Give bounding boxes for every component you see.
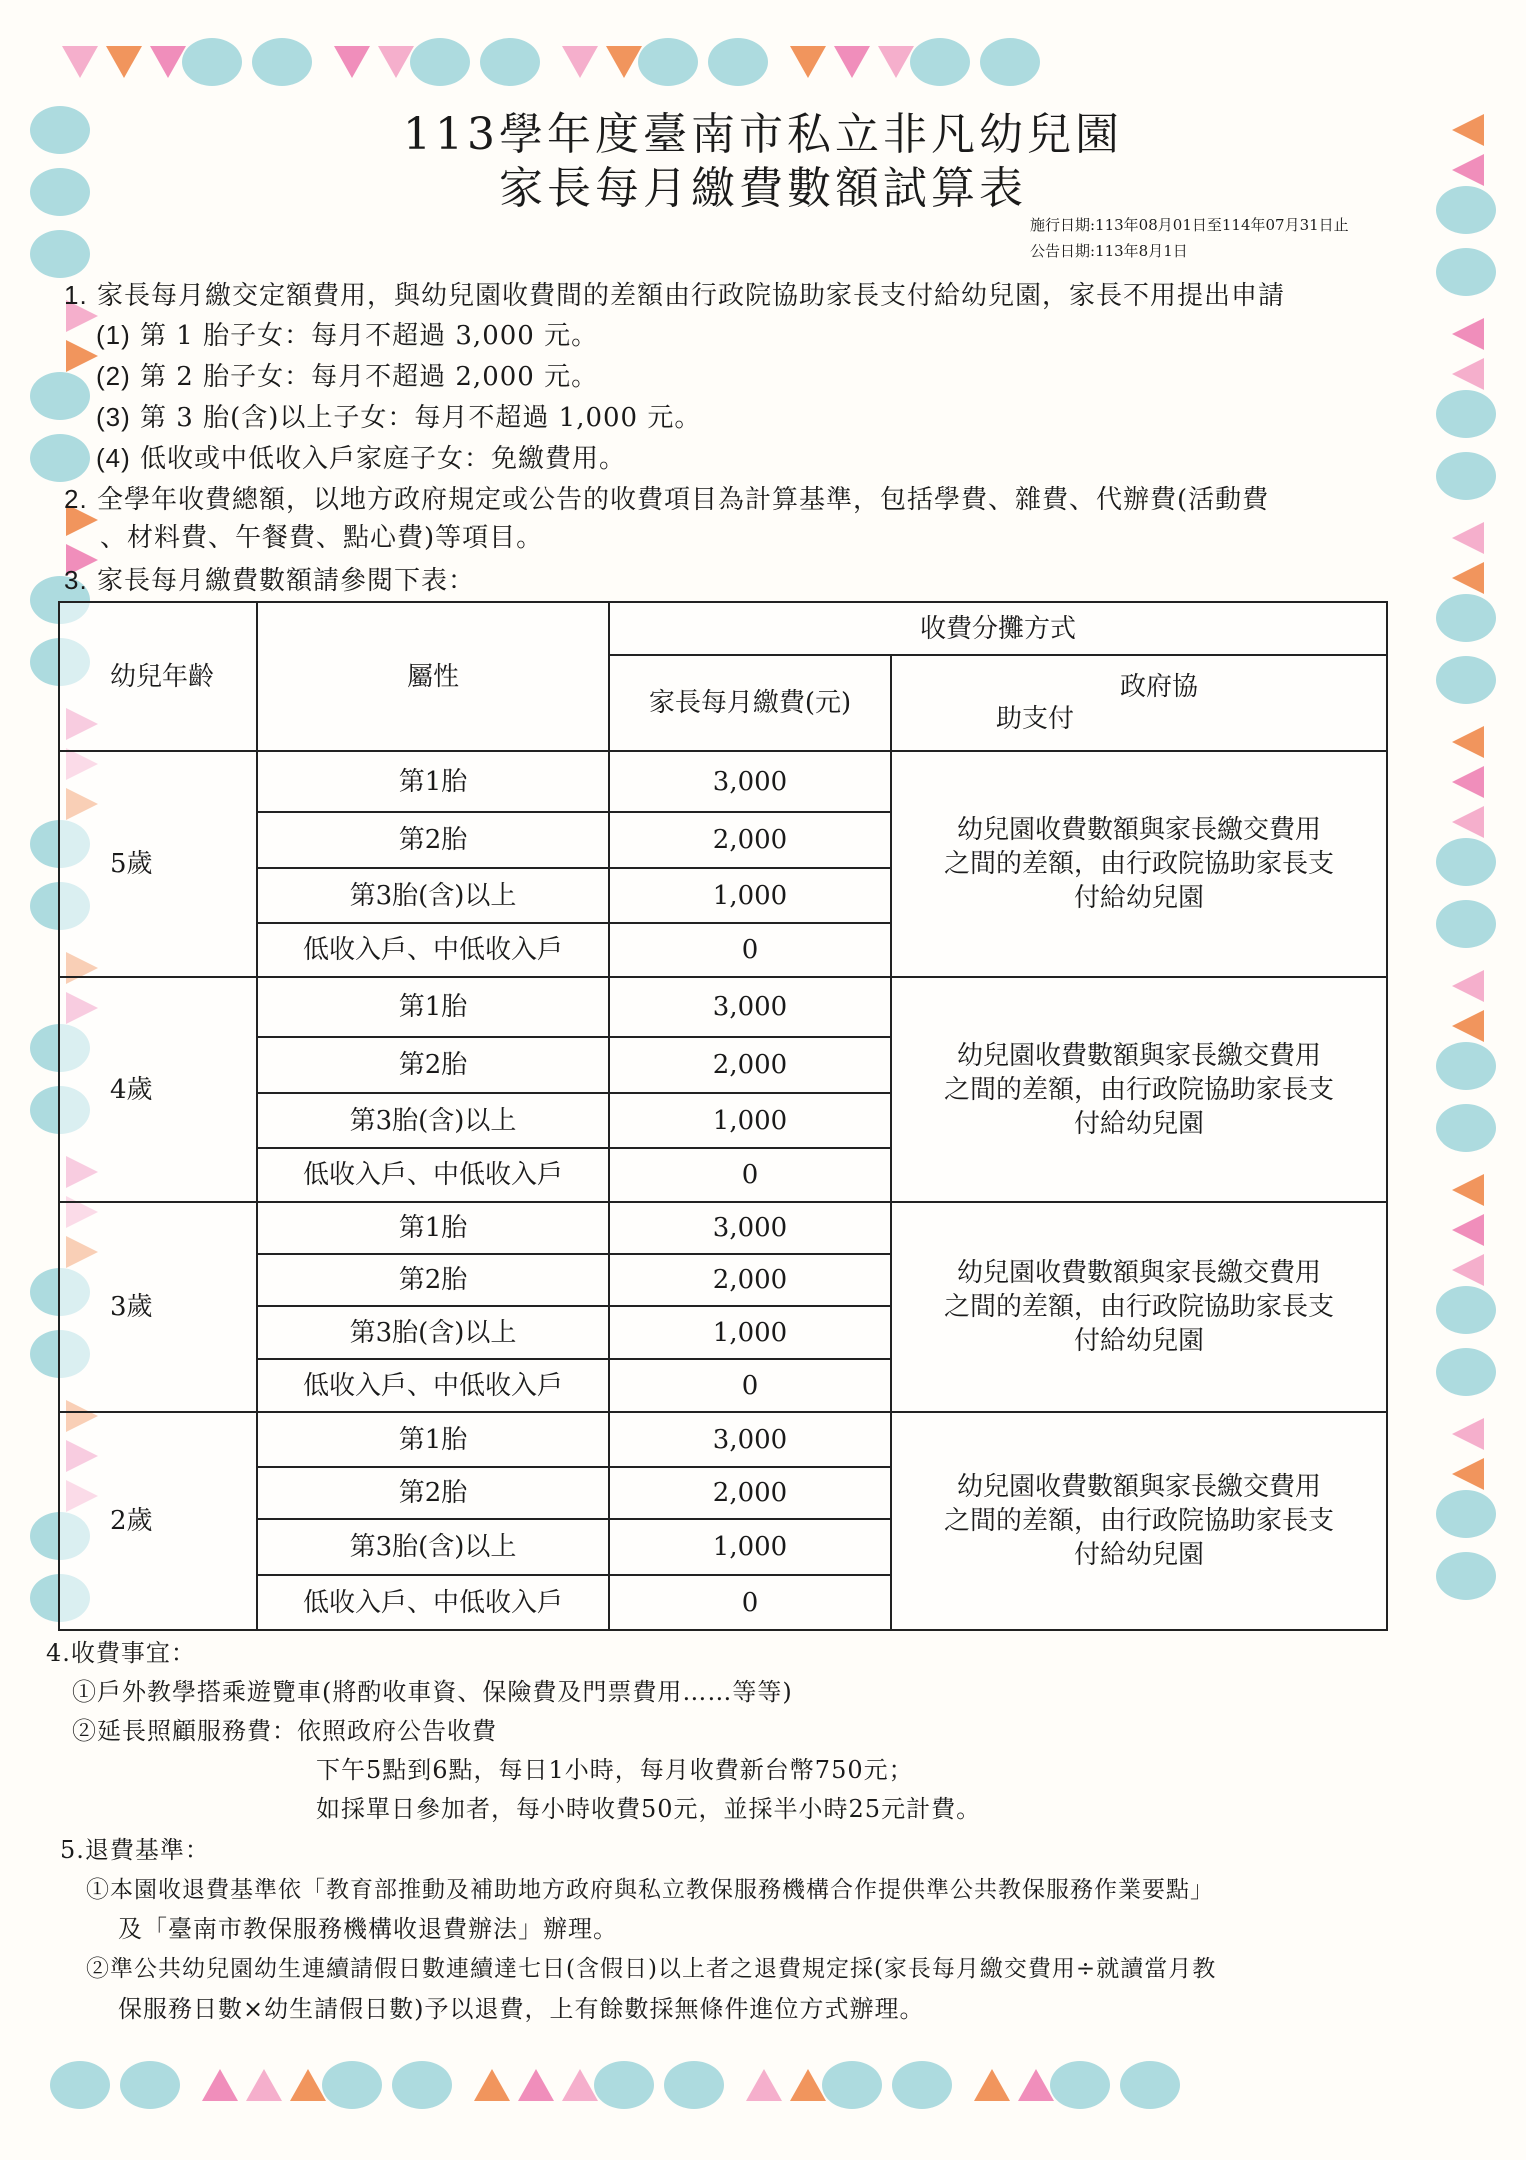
attribute-cell: 低收入戶、中低收入戶: [257, 923, 609, 977]
parent-fee-cell: 1,000: [609, 868, 891, 923]
section4-item2-line3: 如採單日參加者，每小時收費50元，並採半小時25元計費。: [316, 1795, 982, 1823]
document-title-line2: 家長每月繳費數額試算表: [499, 163, 1027, 214]
attribute-cell: 第3胎(含)以上: [257, 1519, 609, 1575]
attribute-cell: 第1胎: [257, 1202, 609, 1254]
attribute-cell: 低收入戶、中低收入戶: [257, 1575, 609, 1630]
age-cell: 2歲: [59, 1412, 257, 1630]
section1-item-2: (2) 第 2 胎子女：每月不超過 2,000 元。: [96, 361, 599, 392]
parent-fee-cell: 2,000: [609, 812, 891, 868]
header-fee-split: 收費分攤方式: [609, 602, 1387, 655]
parent-fee-cell: 1,000: [609, 1093, 891, 1148]
section5-item1-line1: ①本園收退費基準依「教育部推動及補助地方政府與私立教保服務機構合作提供準公共教保服務作業要點」: [86, 1877, 1214, 1903]
attribute-cell: 第3胎(含)以上: [257, 868, 609, 923]
parent-fee-cell: 3,000: [609, 977, 891, 1037]
section4-heading: 4.收費事宜：: [46, 1639, 196, 1667]
gov-support-cell: [891, 1412, 1387, 1630]
table-row: [59, 977, 1387, 1037]
document-title-line1: 113學年度臺南市私立非凡幼兒園: [403, 109, 1123, 160]
table-row: [59, 1412, 1387, 1467]
section2-line2: 、材料費、午餐費、點心費)等項目。: [100, 523, 544, 553]
gov-support-cell: [891, 977, 1387, 1202]
fee-table: [58, 601, 1388, 1631]
header-parent-fee: 家長每月繳費(元): [609, 655, 891, 751]
section2-paragraph: [64, 482, 1269, 517]
parent-fee-cell: 1,000: [609, 1519, 891, 1575]
gov-note-line: 付給幼兒園: [1074, 1108, 1205, 1139]
section5-item2-line1: ②準公共幼兒園幼生連續請假日數連續達七日(含假日)以上者之退費規定採(家長每月繳交費用÷就讀當月教: [86, 1956, 1217, 1982]
header-age: 幼兒年齡: [59, 602, 257, 751]
gov-note-line: 幼兒園收費數額與家長繳交費用: [957, 1472, 1322, 1502]
table-row: [59, 751, 1387, 812]
gov-note-line: 幼兒園收費數額與家長繳交費用: [957, 1258, 1322, 1288]
section1-item-4: (4) 低收或中低收入戶家庭子女：免繳費用。: [96, 443, 627, 474]
section1-text: 家長每月繳交定額費用，與幼兒園收費間的差額由行政院協助家長支付給幼兒園，家長不用提出申請: [96, 281, 1285, 311]
attribute-cell: 第2胎: [257, 1467, 609, 1519]
gov-note-line: 之間的差額，由行政院協助家長支: [944, 849, 1335, 879]
attribute-cell: 第3胎(含)以上: [257, 1306, 609, 1359]
section5-heading: 5.退費基準：: [60, 1836, 210, 1864]
attribute-cell: 第1胎: [257, 977, 609, 1037]
gov-note-line: 付給幼兒園: [1074, 1540, 1205, 1570]
section4-item2-line2: 下午5點到6點，每日1小時，每月收費新台幣750元；: [316, 1756, 914, 1784]
attribute-cell: 第2胎: [257, 1254, 609, 1306]
section4-item1: ①戶外教學搭乘遊覽車(將酌收車資、保險費及門票費用……等等): [72, 1678, 793, 1706]
attribute-cell: 第2胎: [257, 1037, 609, 1093]
gov-note-line: 付給幼兒園: [1074, 1326, 1205, 1356]
age-cell: 4歲: [59, 977, 257, 1202]
gov-note-line: 付給幼兒園: [1074, 883, 1205, 913]
parent-fee-cell: 0: [609, 1148, 891, 1202]
section3-number: 3.: [64, 565, 88, 595]
effective-date: 施行日期:113年08月01日至114年07月31日止: [1030, 216, 1349, 234]
fee-table-body: [59, 751, 1387, 1630]
header-attribute: 屬性: [257, 602, 609, 751]
section2-number: 2.: [64, 484, 88, 514]
attribute-cell: 第1胎: [257, 751, 609, 812]
attribute-cell: 第2胎: [257, 812, 609, 868]
parent-fee-cell: 0: [609, 1359, 891, 1412]
section1-paragraph: [64, 278, 1285, 313]
section4-item2: ②延長照顧服務費：依照政府公告收費: [72, 1717, 497, 1745]
parent-fee-cell: 0: [609, 1575, 891, 1630]
section1-item-1: (1) 第 1 胎子女：每月不超過 3,000 元。: [96, 320, 599, 351]
attribute-cell: 低收入戶、中低收入戶: [257, 1359, 609, 1412]
section2-line1: 全學年收費總額，以地方政府規定或公告的收費項目為計算基準，包括學費、雜費、代辦費(活動費: [96, 485, 1270, 515]
parent-fee-cell: 3,000: [609, 751, 891, 812]
parent-fee-cell: 2,000: [609, 1037, 891, 1093]
announce-date: 公告日期:113年8月1日: [1030, 242, 1188, 260]
parent-fee-cell: 2,000: [609, 1467, 891, 1519]
header-gov-support: 政府協 助支付: [891, 655, 1387, 751]
attribute-cell: 第1胎: [257, 1412, 609, 1467]
gov-note-line: 之間的差額，由行政院協助家長支: [944, 1292, 1335, 1322]
section5-item2-line2: 保服務日數×幼生請假日數)予以退費，上有餘數採無條件進位方式辦理。: [118, 1995, 925, 2023]
section1-item-3: (3) 第 3 胎(含)以上子女：每月不超過 1,000 元。: [96, 402, 702, 433]
age-cell: 5歲: [59, 751, 257, 977]
age-cell: 3歲: [59, 1202, 257, 1412]
table-header-row: [59, 602, 1387, 655]
gov-support-cell: [891, 1202, 1387, 1412]
gov-note-line: 幼兒園收費數額與家長繳交費用: [957, 815, 1322, 845]
gov-note-line: 幼兒園收費數額與家長繳交費用: [957, 1040, 1322, 1071]
parent-fee-cell: 3,000: [609, 1412, 891, 1467]
parent-fee-cell: 0: [609, 923, 891, 977]
gov-support-cell: [891, 751, 1387, 977]
attribute-cell: 第3胎(含)以上: [257, 1093, 609, 1148]
gov-note-line: 之間的差額，由行政院協助家長支: [944, 1506, 1335, 1536]
section5-item1-line2: 及「臺南市教保服務機構收退費辦法」辦理。: [118, 1915, 618, 1943]
table-row: [59, 1202, 1387, 1254]
parent-fee-cell: 3,000: [609, 1202, 891, 1254]
section1-number: 1.: [64, 280, 88, 310]
parent-fee-cell: 2,000: [609, 1254, 891, 1306]
section3-text: 家長每月繳費數額請參閱下表：: [96, 566, 475, 596]
parent-fee-cell: 1,000: [609, 1306, 891, 1359]
gov-note-line: 之間的差額，由行政院協助家長支: [944, 1074, 1335, 1105]
section3-paragraph: [64, 563, 475, 598]
attribute-cell: 低收入戶、中低收入戶: [257, 1148, 609, 1202]
